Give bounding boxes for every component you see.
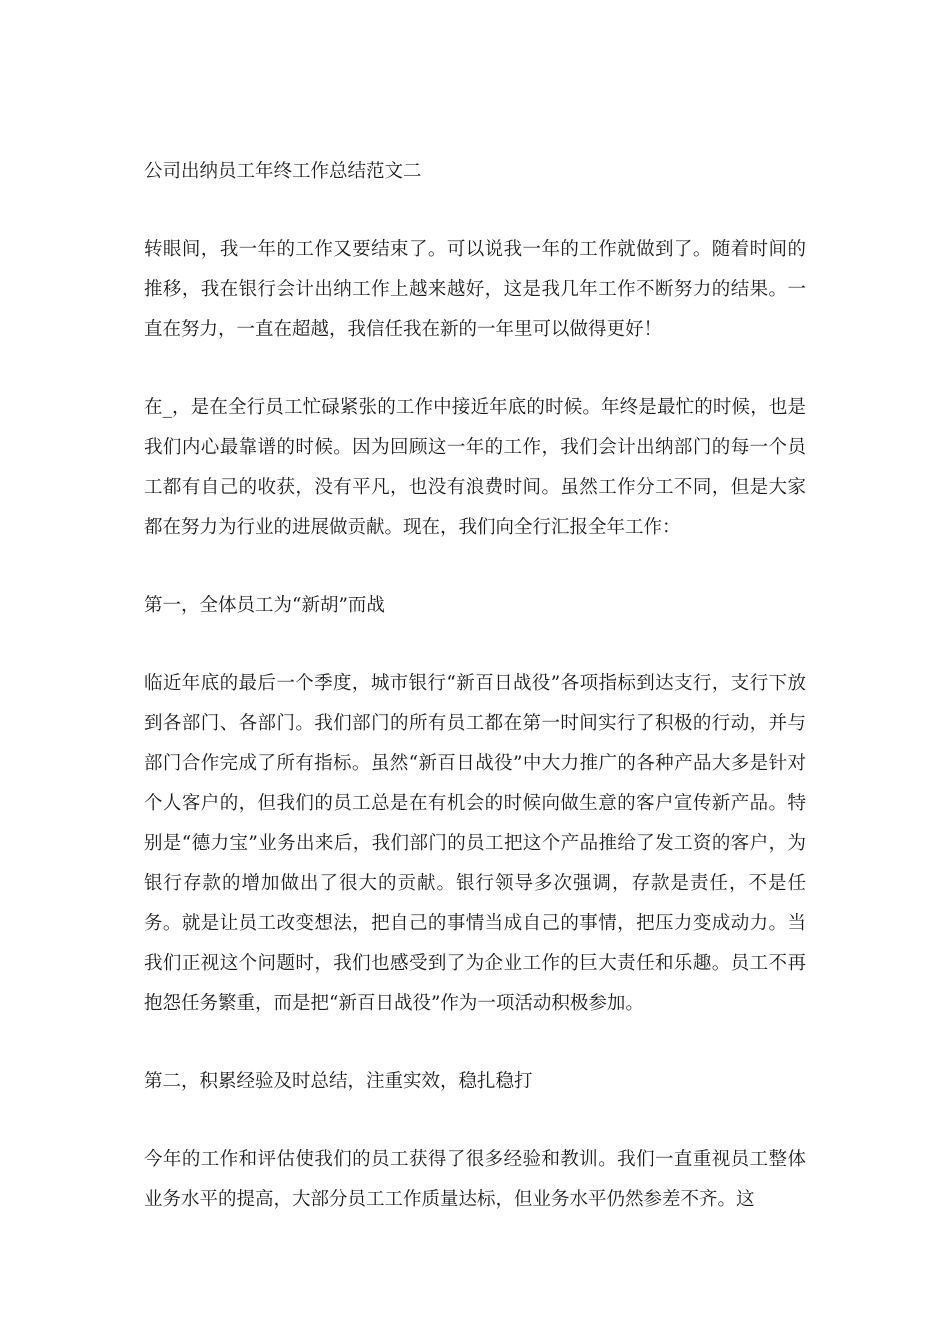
paragraph-first-section: 临近年底的最后一个季度，城市银行“新百日战役”各项指标到达支行，支行下放到各部门、各部门。我们部门的所有员工都在第一时间实行了积极的行动，并与部门合作完成了所有指标。虽然“新百日战役”中大力推广的各种产品大多是针对个人客户的，但我们的员工总是在有机会的时候向做生意的客户宣传新产品。特别是“德力宝”业务出来后，我们部门的员工把这个产品推给了发工资的客户，为银行存款的增加做出了很大的贡献。银行领导多次强调，存款是责任，不是任务。就是让员工改变想法，把自己的事情当成自己的事情，把压力变成动力。当我们正视这个问题时，我们也感受到了为企业工作的巨大责任和乐趣。员工不再抱怨任务繁重，而是把“新百日战役”作为一项活动积极参加。 [144, 673, 806, 1014]
paragraph-year-end: 在_，是在全行员工忙碌紧张的工作中接近年底的时候。年终是最忙的时候，也是我们内心最靠谱的时候。因为回顾这一年的工作，我们会计出纳部门的每一个员工都有自己的收获，没有平凡，也没有浪费时间。虽然工作分工不同，但是大家都在努力为行业的进展做贡献。现在，我们向全行汇报全年工作： [144, 397, 806, 538]
document-body [144, 152, 806, 1220]
document-title: 公司出纳员工年终工作总结范文二 [144, 161, 422, 182]
paragraph-second-section: 今年的工作和评估使我们的员工获得了很多经验和教训。我们一直重视员工整体业务水平的提高，大部分员工工作质量达标，但业务水平仍然参差不齐。这 [144, 1149, 806, 1210]
paragraph-intro: 转眼间，我一年的工作又要结束了。可以说我一年的工作就做到了。随着时间的推移，我在银行会计出纳工作上越来越好，这是我几年工作不断努力的结果。一直在努力，一直在超越，我信任我在新的一年里可以做得更好！ [144, 239, 806, 340]
section-heading-first: 第一，全体员工为“新胡”而战 [144, 595, 385, 616]
section-heading-second: 第二，积累经验及时总结，注重实效，稳扎稳打 [144, 1071, 533, 1092]
